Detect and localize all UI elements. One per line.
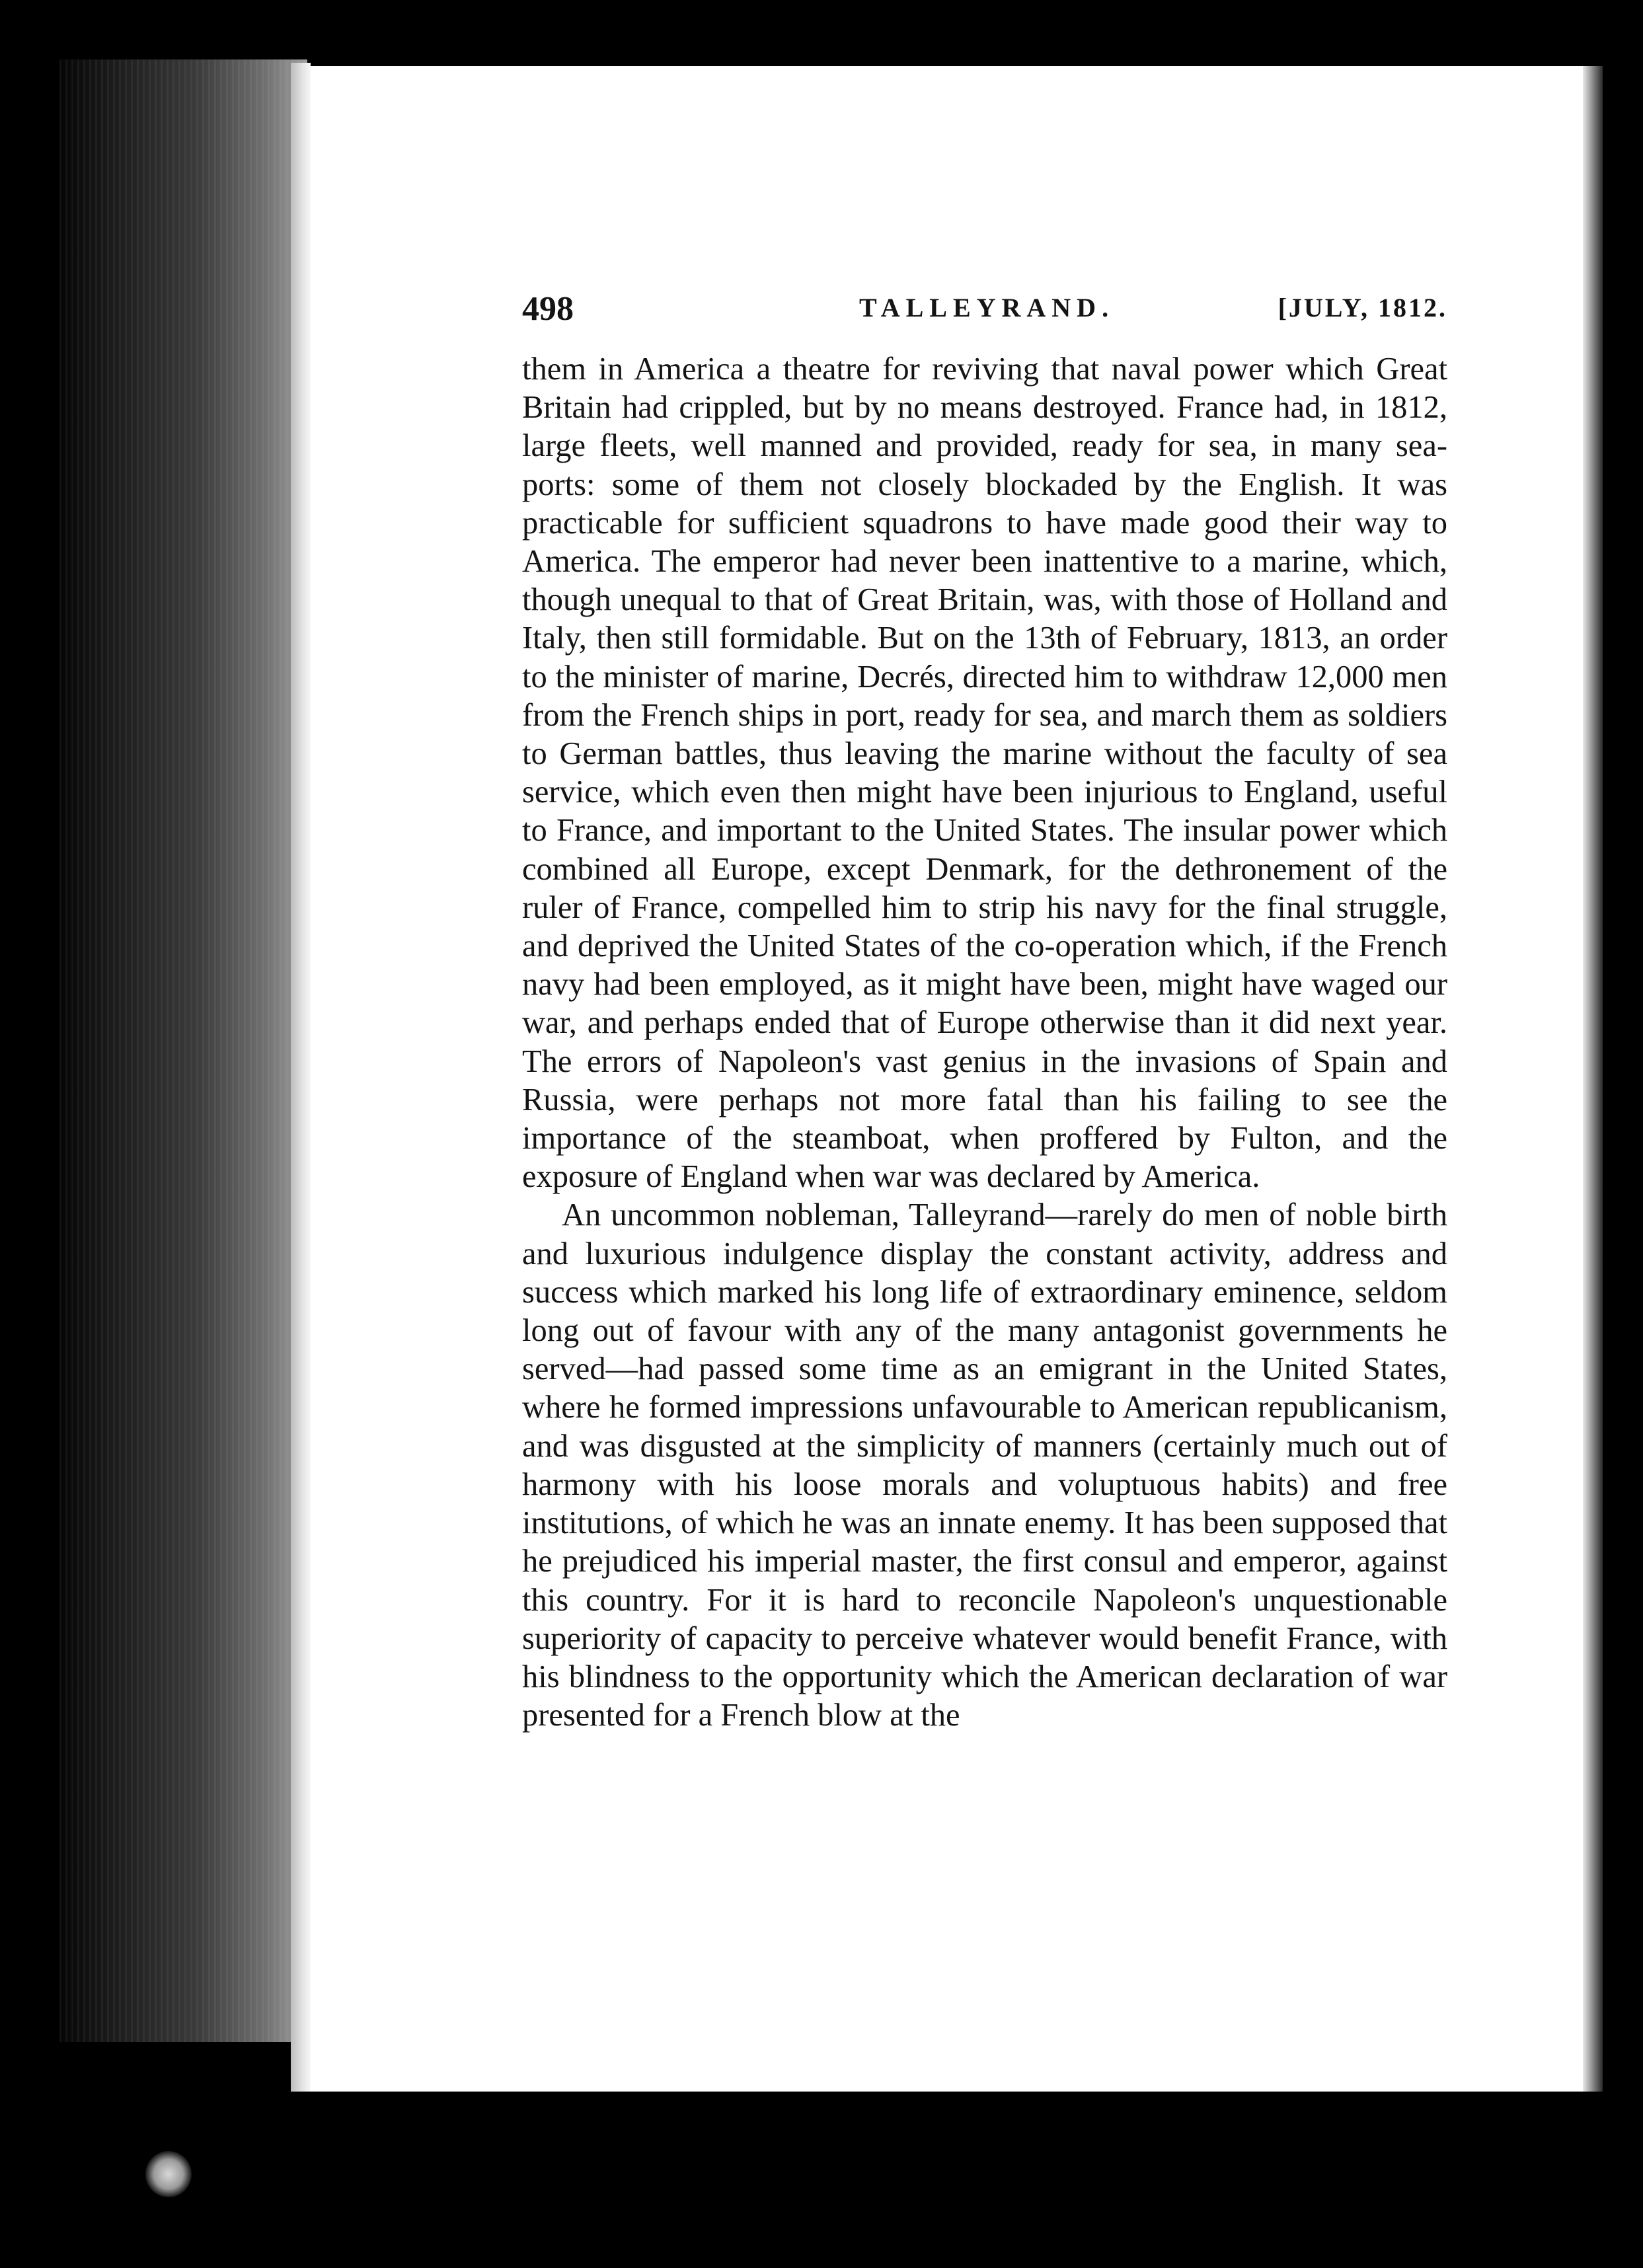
- page-right-shadow: [1583, 66, 1603, 2092]
- paragraph: them in America a theatre for reviving that naval power which Great Britain had crippled, but by no means destroyed. France had, in 1812, large fleets, well manned and provided, ready for sea, in many sea-ports: some of them not closely blockaded by the English. It was practicable for sufficient squadrons to have made good their way to America. The emperor had never been inattentive to a marine, which, though unequal to that of Great Britain, was, with those of Holland and Italy, then still formidable. But on the 13th of February, 1813, an order to the minister of marine, Decrés, directed him to withdraw 12,000 men from the French ships in port, ready for sea, and march them as soldiers to German battles, thus leaving the marine without the faculty of sea service, which even then might have been injurious to England, useful to France, and important to the United States. The insular power which combined all Europe, except Denmark, for the dethronement of the ruler of France, compelled him to strip his navy for the final struggle, and deprived the United States of the co-operation which, if the French navy had been employed, as it might have been, might have waged our war, and perhaps ended that of Europe otherwise than it did next year. The errors of Napoleon's vast genius in the invasions of Spain and Russia, were perhaps not more fatal than his failing to see the importance of the steamboat, when proffered by Fulton, and the exposure of England when war was declared by America.: [522, 352, 1447, 1195]
- page-number: 498: [522, 290, 574, 328]
- paragraph: An uncommon nobleman, Talleyrand—rarely do men of noble birth and luxurious indulgence display the constant activity, address and success which marked his long life of extraordinary eminence, seldom long out of favour with any of the many antagonist governments he served—had passed some time as an emigrant in the United States, where he formed impressions unfavourable to American republicanism, and was disgusted at the simplicity of manners (certainly much out of harmony with his loose morals and voluptuous habits) and free institutions, of which he was an innate enemy. It has been supposed that he prejudiced his imperial master, the first consul and emperor, against this country. For it is hard to reconcile Napoleon's unquestionable superiority of capacity to perceive whatever would benefit France, with his blindness to the opportunity which the American declaration of war presented for a French blow at the: [522, 1197, 1447, 1733]
- page-edge: [291, 63, 311, 2092]
- page-header: [522, 289, 1447, 336]
- book-spine-shadow: [59, 59, 307, 2042]
- scan-smudge: [145, 2151, 192, 2197]
- running-title: TALLEYRAND.: [859, 293, 1115, 322]
- running-date: [JULY, 1812.: [1278, 293, 1447, 322]
- body-text: [522, 350, 1447, 1735]
